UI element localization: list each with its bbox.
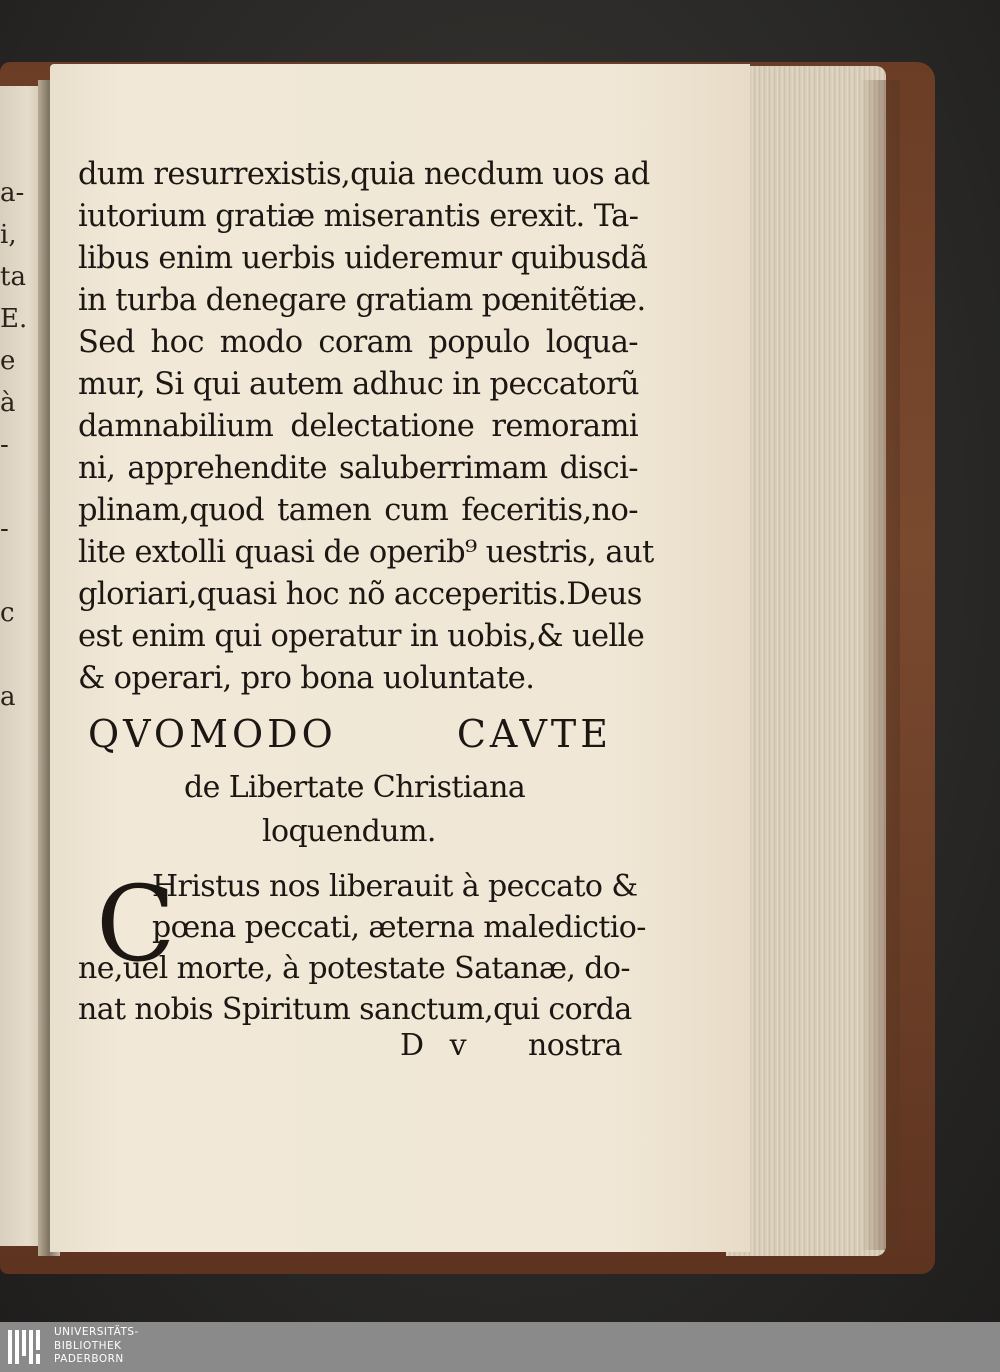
fragment-line bbox=[0, 634, 20, 676]
text-line: lite extolli quasi de operib⁹ uestris, aut bbox=[78, 535, 654, 570]
catchword: nostra bbox=[527, 1028, 622, 1063]
text-line: nat nobis Spiritum sanctum,qui corda bbox=[78, 992, 632, 1027]
page-footer bbox=[400, 1028, 622, 1068]
section-subheading: de Libertate Christiana bbox=[184, 770, 526, 805]
cover-edge-shade bbox=[860, 80, 900, 1250]
fragment-line bbox=[0, 466, 20, 508]
fragment-line: a bbox=[0, 682, 16, 712]
text-line: pœna peccati, æterna maledictio- bbox=[152, 910, 646, 945]
text-line: mur, Si qui autem adhuc in peccatorũ bbox=[78, 367, 639, 402]
fragment-line: a- bbox=[0, 178, 25, 208]
section-heading: QVOMODO CAVTE bbox=[88, 712, 612, 756]
fragment-line bbox=[0, 550, 20, 592]
fragment-line: E. bbox=[0, 304, 28, 334]
text-line: Hristus nos liberauit à peccato & bbox=[152, 869, 638, 904]
text-line: libus enim uerbis uideremur quibusdã bbox=[78, 241, 648, 276]
page-text bbox=[78, 154, 654, 700]
section-subheading-2: loquendum. bbox=[262, 814, 436, 849]
text-line: Sed hoc modo coram populo loqua- bbox=[78, 325, 638, 360]
university-library-logo-icon bbox=[6, 1328, 46, 1366]
text-line-last: & operari, pro bona uoluntate. bbox=[78, 661, 535, 696]
fragment-line: ta bbox=[0, 262, 26, 292]
text-line: damnabilium delectatione remorami bbox=[78, 409, 638, 444]
library-name-line: UNIVERSITÄTS- bbox=[54, 1326, 139, 1338]
text-line: dum resurrexistis,quia necdum uos ad bbox=[78, 157, 650, 192]
fragment-line: - bbox=[0, 430, 9, 460]
fragment-line: à bbox=[0, 388, 16, 418]
text-line: plinam,quod tamen cum feceritis,no- bbox=[78, 493, 638, 528]
text-line: gloriari,quasi hoc nõ acceperitis.Deus bbox=[78, 577, 642, 612]
opposite-page-text bbox=[0, 172, 28, 718]
library-name-line: BIBLIOTHEK bbox=[54, 1339, 122, 1352]
text-line: ni, apprehendite saluberrimam disci- bbox=[78, 451, 638, 486]
fragment-line: - bbox=[0, 514, 9, 544]
drop-cap: C bbox=[96, 863, 176, 985]
signature-mark: D v bbox=[400, 1028, 475, 1063]
library-banner bbox=[0, 1322, 1000, 1372]
section-body bbox=[78, 863, 646, 1030]
fragment-line: e bbox=[0, 346, 16, 376]
text-line: ne,uel morte, à potestate Satanæ, do- bbox=[78, 951, 630, 986]
library-name-line: PADERBORN bbox=[54, 1353, 124, 1365]
fragment-line: c bbox=[0, 598, 15, 628]
library-name bbox=[54, 1326, 214, 1367]
text-line: iutorium gratiæ miserantis erexit. Ta- bbox=[78, 199, 639, 234]
text-line: est enim qui operatur in uobis,& uelle bbox=[78, 619, 645, 654]
text-line: in turba denegare gratiam pœnitẽtiæ. bbox=[78, 283, 646, 318]
fragment-line: i, bbox=[0, 220, 17, 250]
